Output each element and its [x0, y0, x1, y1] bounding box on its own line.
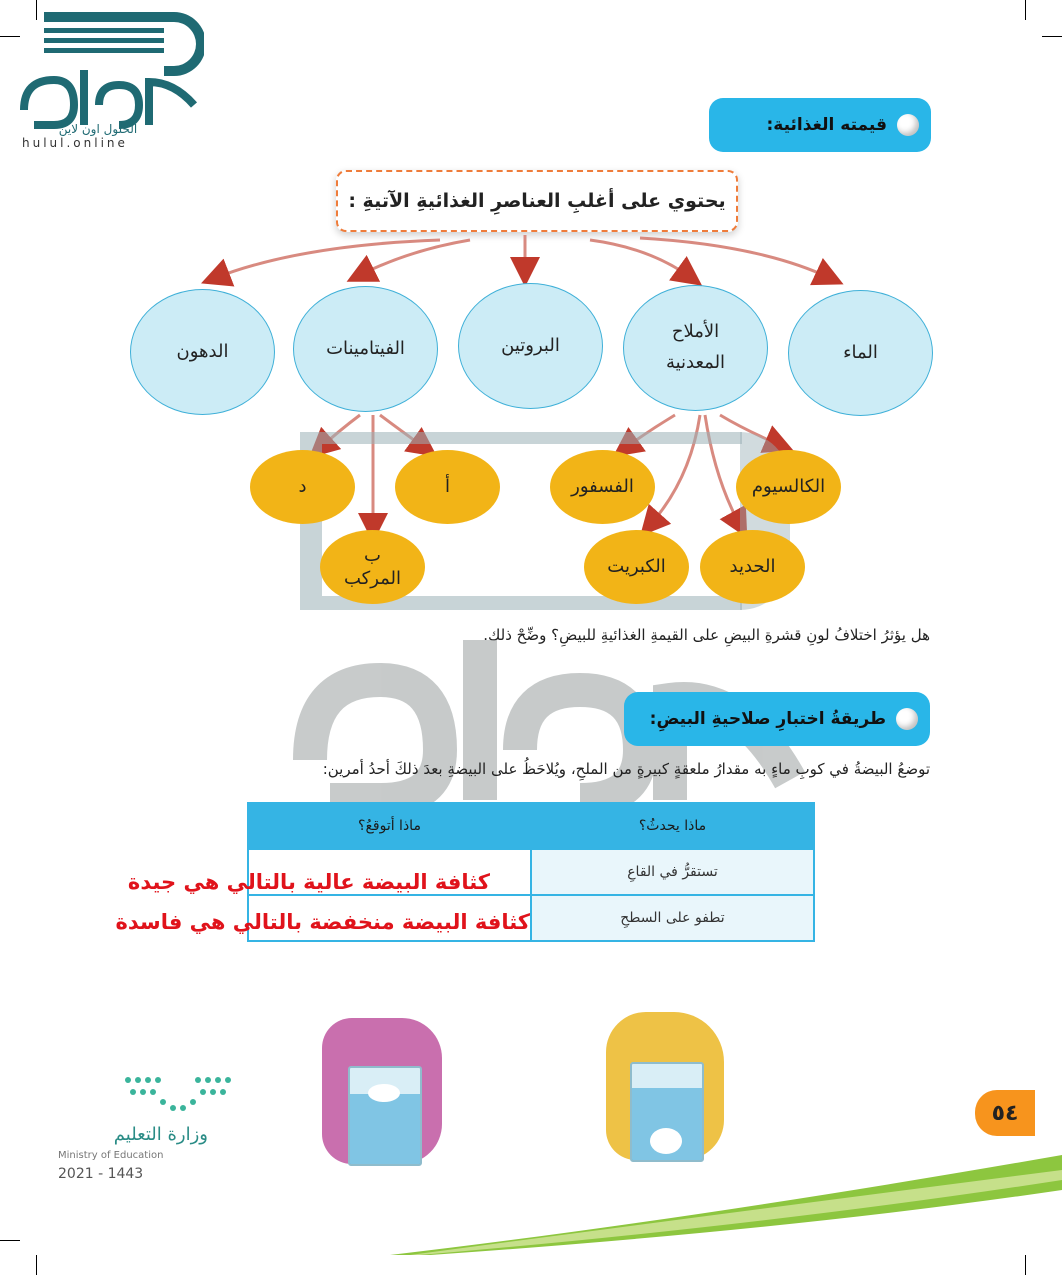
glass-sunk-egg: [606, 1012, 726, 1162]
section-title: قيمته الغذائية:: [766, 115, 887, 135]
nutrient-label: الفيتامينات: [326, 337, 405, 359]
header-box-text: يحتوي على أغلبِ العناصرِ الغذائيةِ الآتيةِ :: [348, 190, 726, 212]
glass-floating-egg: [322, 1018, 444, 1168]
sub-vitamin-d: [250, 450, 355, 524]
nutrient-label: الماء: [843, 341, 878, 363]
sub-vitamin-a: [395, 450, 500, 524]
ministry-english: Ministry of Education: [58, 1150, 164, 1161]
sub-phosphorus: [550, 450, 655, 524]
row-sinks: تستقرُّ في القاعِ: [531, 849, 814, 895]
nutrient-label: الأملاح: [671, 321, 720, 343]
question-text: هل يؤثرُ اختلافُ لونِ قشرةِ البيضِ على القيمةِ الغذائيةِ للبيضِ؟ وضِّحْ ذلك.: [483, 626, 930, 644]
ministry-arabic: وزارة التعليم: [113, 1124, 208, 1145]
sub-sulfur: [584, 530, 689, 604]
sub-vitamin-b: [320, 530, 425, 604]
sub-label: الكالسيوم: [751, 476, 826, 498]
sub-calcium: [736, 450, 841, 524]
section-title: طريقةُ اختبارِ صلاحيةِ البيضِ:: [649, 709, 886, 729]
nutrient-protein: [458, 283, 603, 409]
header-happen: ماذا يحدثُ؟: [531, 803, 814, 849]
nutrient-water: [788, 290, 933, 416]
page-number-badge: [975, 1090, 1035, 1136]
ministry-emblem-icon: [118, 1070, 238, 1120]
decorative-strip: [390, 1150, 1062, 1260]
bullet-dot-icon: [896, 708, 918, 730]
sub-label: أ: [445, 476, 451, 498]
sub-label: المركب: [343, 568, 402, 589]
nutrient-label: المعدنية: [665, 352, 726, 373]
sub-label: ب: [364, 544, 381, 566]
logo-arabic-small: الحلول اون لاين: [58, 122, 138, 136]
section-header-freshness: [624, 692, 930, 746]
sub-label: د: [298, 476, 307, 498]
answer-text-2: كثافة البيضة منخفضة بالتالي هي فاسدة: [115, 910, 530, 934]
nutrient-fats: [130, 289, 275, 415]
sub-label: الفسفور: [571, 476, 634, 498]
answer-text-1: كثافة البيضة عالية بالتالي هي جيدة: [127, 870, 490, 894]
nutrient-minerals: [623, 285, 768, 411]
nutrient-label: البروتين: [501, 334, 560, 356]
logo-latin: hulul.online: [22, 136, 128, 150]
sub-iron: [700, 530, 805, 604]
page-number: ٥٤: [991, 1100, 1019, 1126]
table-header-row: [248, 803, 814, 849]
nutrient-label: الدهون: [176, 340, 229, 362]
ministry-logo: [58, 1070, 238, 1190]
header-expect: ماذا أتوقعُ؟: [248, 803, 531, 849]
sub-label: الحديد: [729, 556, 776, 578]
ministry-year: 2021 - 1443: [58, 1166, 144, 1182]
instruction-text: توضعُ البيضةُ في كوبِ ماءٍ به مقدارُ ملعقةٍ كبيرةٍ من الملحِ، ويُلاحَظُ على البيضةِ بعدَ ذلكَ أحدُ أمرين:: [322, 760, 930, 778]
row-floats: تطفو على السطحِ: [531, 895, 814, 941]
nutrient-vitamins: [293, 286, 438, 412]
sub-label: الكبريت: [607, 556, 666, 578]
